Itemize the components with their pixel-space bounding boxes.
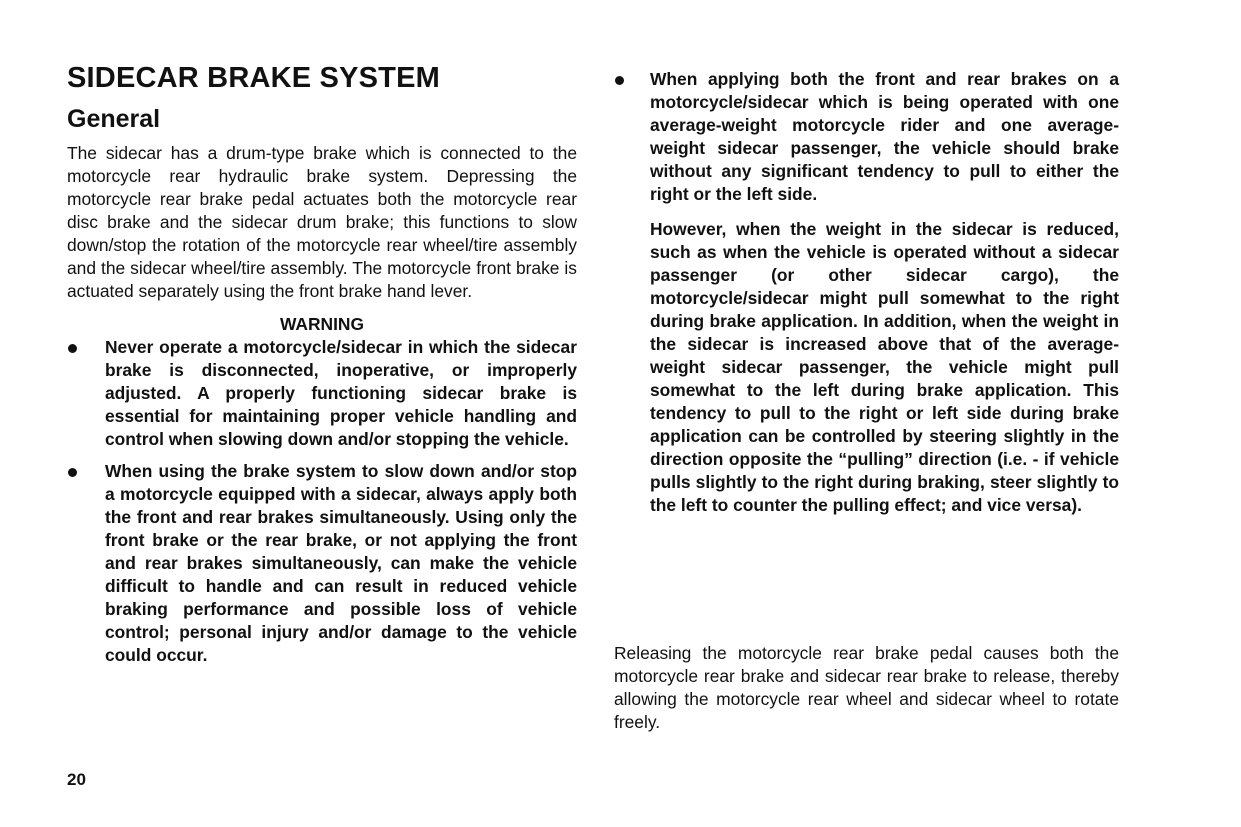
intro-paragraph: The sidecar has a drum-type brake which is connected to the motorcycle rear hydraulic brake system. Depressing the motorcycle rear brake pedal actuates both the motorcycle rear disc brake and the sidecar drum brake; this functions to slow down/stop the rotation of the motorcycle rear wheel/tire assembly and the sidecar wheel/tire assembly. The motorcycle front brake is actuated separately using the front brake hand lever. bbox=[67, 143, 577, 301]
warning-list bbox=[67, 336, 577, 667]
warning-followup-paragraph: However, when the weight in the sidecar is reduced, such as when the vehicle is operated without a sidecar passenger (or other sidecar cargo), the motorcycle/sidecar might pull somewhat to the right during brake application. In addition, when the weight in the sidecar is increased above that of the average-weight sidecar passenger, the vehicle might pull somewhat to the left during brake application. This tendency to pull to the right or left side during brake application can be controlled by steering slightly in the direction opposite the “pulling” direction (i.e. - if vehicle pulls slightly to the right during braking, steer slightly to the left to counter the pulling effect; and vice versa). bbox=[650, 219, 1119, 515]
warning-text: When applying both the front and rear brakes on a motorcycle/sidecar which is being operated with one average-weight motorcycle rider and one average-weight sidecar passenger, the vehicle should brake without any significant tendency to pull to either the right or the left side. bbox=[650, 69, 1119, 204]
warning-item bbox=[67, 336, 577, 451]
warning-heading: WARNING bbox=[279, 314, 365, 334]
page-number: 20 bbox=[67, 770, 86, 789]
warning-text: When using the brake system to slow down and/or stop a motorcycle equipped with a sidecar, always apply both the front and rear brakes simultaneously. Using only the front brake or the rear brake, or not applying the front and rear brakes simultaneously, can make the vehicle difficult to handle and can result in reduced vehicle braking performance and possible loss of vehicle control; personal injury and/or damage to the vehicle could occur. bbox=[105, 461, 577, 665]
right-column bbox=[614, 68, 1119, 517]
bullet-icon bbox=[68, 344, 77, 353]
warning-item bbox=[67, 460, 577, 667]
bullet-icon bbox=[68, 468, 77, 477]
page-title: SIDECAR BRAKE SYSTEM bbox=[67, 62, 440, 94]
section-heading-general: General bbox=[67, 105, 161, 133]
warning-text: Never operate a motorcycle/sidecar in which the sidecar brake is disconnected, inoperative, or improperly adjusted. A properly functioning sidecar brake is essential for maintaining proper vehicle handling and control when slowing down and/or stopping the vehicle. bbox=[105, 337, 577, 449]
warning-list-continued bbox=[614, 68, 1119, 206]
release-paragraph: Releasing the motorcycle rear brake pedal causes both the motorcycle rear brake and sidecar rear brake to release, thereby allowing the motorcycle rear wheel and sidecar wheel to rotate freely. bbox=[614, 643, 1119, 732]
left-column bbox=[67, 62, 577, 676]
warning-item bbox=[614, 68, 1119, 206]
bullet-icon bbox=[615, 76, 624, 85]
